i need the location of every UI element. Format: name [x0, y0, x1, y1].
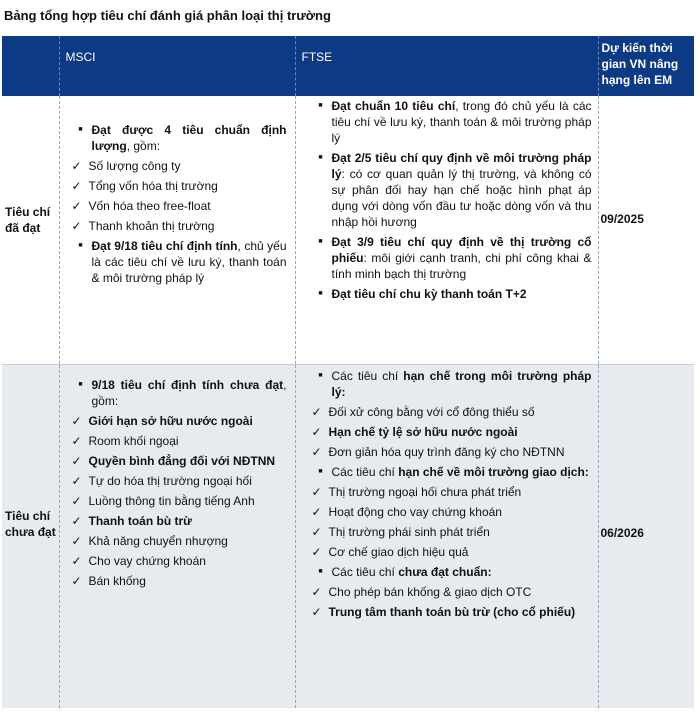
list-item	[310, 404, 592, 420]
market-criteria-table	[2, 36, 694, 708]
item-text: Thị trường ngoại hối chưa phát triển	[328, 485, 522, 499]
list-item	[70, 198, 287, 214]
bullet-icon: ■	[318, 468, 323, 475]
item-text: Tự do hóa thị trường ngoại hối	[88, 474, 252, 488]
item-text: Vốn hóa theo free-float	[88, 199, 211, 213]
item-text: Bán khống	[88, 574, 146, 588]
bullet-icon: ■	[78, 381, 83, 388]
item-text: , gồm:	[126, 139, 161, 153]
item-text: Tổng vốn hóa thị trường	[88, 179, 218, 193]
list-item	[310, 564, 592, 580]
list-item	[310, 424, 592, 440]
list-item	[70, 218, 287, 234]
list-item	[310, 604, 592, 620]
msci-cell	[59, 96, 295, 365]
bullet-icon: ■	[318, 290, 323, 297]
item-text: , gồm:	[91, 378, 287, 408]
check-icon: ✓	[71, 199, 82, 213]
item-text: Cơ chế giao dịch hiệu quả	[328, 545, 469, 559]
item-bold-text: Đạt 9/18 tiêu chí định tính	[91, 239, 238, 253]
list-item	[310, 524, 592, 540]
list-item	[310, 98, 592, 146]
check-icon: ✓	[311, 585, 322, 599]
row-label-cell	[2, 96, 59, 365]
list-item	[310, 444, 592, 460]
ftse-cell	[295, 365, 598, 709]
date-cell	[598, 365, 694, 709]
check-icon: ✓	[71, 494, 82, 508]
check-icon: ✓	[71, 474, 82, 488]
check-icon: ✓	[311, 485, 322, 499]
list-item	[310, 484, 592, 500]
item-text: Số lượng công ty	[88, 159, 181, 173]
check-icon: ✓	[71, 219, 82, 233]
list-item	[70, 473, 287, 489]
item-text: Room khối ngoại	[88, 434, 179, 448]
check-icon: ✓	[71, 554, 82, 568]
ftse-cell	[295, 96, 598, 365]
list-item	[310, 150, 592, 230]
list-item	[310, 368, 592, 400]
item-bold-text: hạn chế về môi trường giao dịch:	[398, 465, 589, 479]
item-text: Đơn giản hóa quy trình đăng ký cho NĐTNN	[328, 445, 565, 459]
target-date: 06/2026	[600, 526, 644, 540]
check-icon: ✓	[311, 505, 322, 519]
bullet-icon: ■	[78, 126, 83, 133]
check-icon: ✓	[311, 525, 322, 539]
row-label: Tiêu chí chưa đạt	[5, 509, 56, 539]
item-bold-text: Trung tâm thanh toán bù trừ (cho cổ phiếu)	[328, 605, 576, 619]
item-text: , trong đó chủ yếu là các tiêu chí về lưu ký, thanh toán & môi trường pháp lý	[331, 99, 592, 145]
item-bold-text: Đạt được 4 tiêu chuẩn định lượng	[91, 123, 287, 153]
item-bold-text: Hạn chế tỷ lệ sở hữu nước ngoài	[328, 425, 518, 439]
item-text: , chủ yếu là các tiêu chí về lưu ký, thanh toán & môi trường pháp lý	[91, 239, 287, 285]
item-text: Các tiêu chí	[331, 565, 399, 579]
target-date: 09/2025	[600, 212, 644, 226]
list-item	[70, 122, 287, 154]
list-item	[70, 158, 287, 174]
item-text: Các tiêu chí	[331, 465, 399, 479]
item-text: Đối xử công bằng với cổ đông thiểu số	[328, 405, 535, 419]
item-text: Hoạt động cho vay chứng khoán	[328, 505, 502, 519]
item-text: Luồng thông tin bằng tiếng Anh	[88, 494, 255, 508]
bullet-icon: ■	[318, 372, 323, 379]
list-item	[70, 493, 287, 509]
list-item	[310, 234, 592, 282]
item-bold-text: Quyền bình đẳng đối với NĐTNN	[88, 454, 276, 468]
item-bold-text: hạn chế trong môi trường pháp lý:	[331, 369, 592, 399]
table-row-not-achieved	[2, 365, 694, 709]
check-icon: ✓	[311, 425, 322, 439]
msci-cell	[59, 365, 295, 709]
item-bold-text: Đạt 2/5 tiêu chí quy định về môi trường pháp lý	[331, 151, 592, 181]
header-timeline: Dự kiến thời gian VN nâng hạng lên EM	[598, 36, 694, 96]
date-cell	[598, 96, 694, 365]
item-bold-text: Đạt chuẩn 10 tiêu chí	[331, 99, 456, 113]
check-icon: ✓	[71, 414, 82, 428]
list-item	[70, 513, 287, 529]
bullet-icon: ■	[318, 154, 323, 161]
list-item	[70, 238, 287, 286]
item-text: Cho vay chứng khoán	[88, 554, 206, 568]
item-bold-text: Đạt tiêu chí chu kỳ thanh toán T+2	[331, 287, 527, 301]
list-item	[70, 553, 287, 569]
item-text: Cho phép bán khống & giao dịch OTC	[328, 585, 532, 599]
list-item	[70, 178, 287, 194]
list-item	[70, 453, 287, 469]
header-ftse: FTSE	[295, 36, 598, 96]
table-title: Bảng tổng hợp tiêu chí đánh giá phân loại thị trường	[4, 8, 331, 23]
check-icon: ✓	[71, 454, 82, 468]
list-item	[70, 433, 287, 449]
row-label: Tiêu chí đã đạt	[5, 205, 51, 235]
list-item	[310, 286, 592, 302]
check-icon: ✓	[311, 405, 322, 419]
bullet-icon: ■	[318, 568, 323, 575]
check-icon: ✓	[71, 574, 82, 588]
bullet-icon: ■	[318, 102, 323, 109]
item-text: Thị trường phái sinh phát triển	[328, 525, 490, 539]
list-item	[70, 573, 287, 589]
check-icon: ✓	[71, 434, 82, 448]
list-item	[310, 464, 592, 480]
table-row-achieved	[2, 96, 694, 365]
check-icon: ✓	[311, 605, 322, 619]
check-icon: ✓	[71, 179, 82, 193]
item-text: Khả năng chuyển nhượng	[88, 534, 228, 548]
item-bold-text: Đạt 3/9 tiêu chí quy định về thị trường cổ phiếu	[331, 235, 592, 265]
list-item	[310, 544, 592, 560]
check-icon: ✓	[311, 545, 322, 559]
row-label-cell	[2, 365, 59, 709]
check-icon: ✓	[71, 514, 82, 528]
list-item	[70, 377, 287, 409]
check-icon: ✓	[71, 159, 82, 173]
item-text: : môi giới cạnh tranh, chi phí công khai & tính minh bạch thị trường	[331, 251, 592, 281]
check-icon: ✓	[71, 534, 82, 548]
list-item	[310, 584, 592, 600]
item-text: Các tiêu chí	[331, 369, 404, 383]
item-bold-text: Giới hạn sở hữu nước ngoài	[88, 414, 253, 428]
header-row	[2, 36, 694, 96]
item-text: Thanh khoản thị trường	[88, 219, 215, 233]
header-msci: MSCI	[59, 36, 295, 96]
list-item	[70, 533, 287, 549]
item-bold-text: chưa đạt chuẩn:	[398, 565, 492, 579]
check-icon: ✓	[311, 445, 322, 459]
bullet-icon: ■	[318, 238, 323, 245]
list-item	[70, 413, 287, 429]
list-item	[310, 504, 592, 520]
header-blank	[2, 36, 59, 96]
item-bold-text: Thanh toán bù trừ	[88, 514, 192, 528]
bullet-icon: ■	[78, 242, 83, 249]
item-text: : có cơ quan quản lý thị trường, và không có sự phân đối hay hạn chế hoặc hình phạt áp dụng với dòng vốn đầu tư hoặc dòng vốn và thu nhập hồi hương	[331, 167, 592, 229]
item-bold-text: 9/18 tiêu chí định tính chưa đạt	[91, 378, 284, 392]
